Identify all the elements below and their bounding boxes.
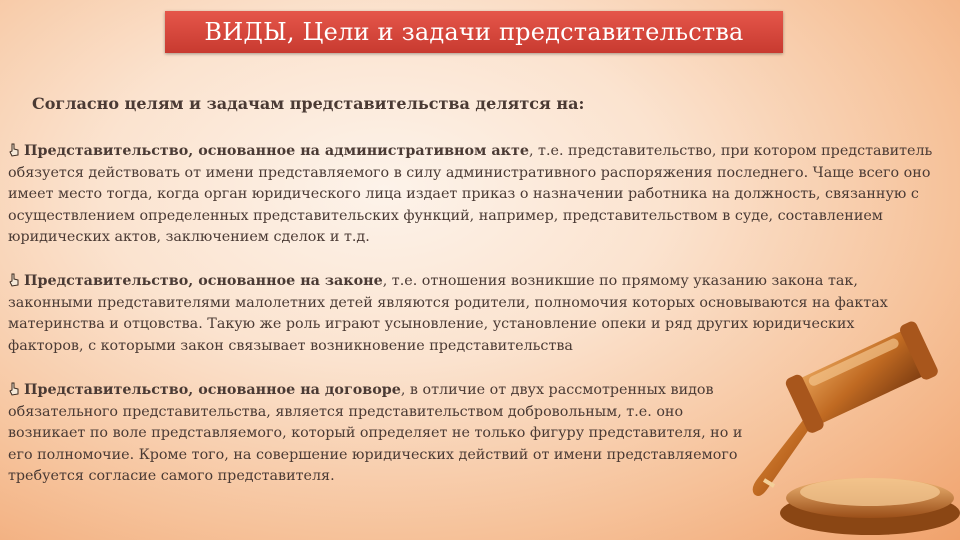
title-bar bbox=[165, 11, 783, 53]
item-lead: Представительство, основанное на договоре bbox=[24, 382, 401, 398]
hand-pointer-icon bbox=[8, 273, 20, 287]
list-item bbox=[8, 141, 938, 249]
item-lead: Представительство, основанное на законе bbox=[24, 273, 383, 289]
intro-text: Согласно целям и задачам представительства делятся на: bbox=[32, 94, 585, 113]
gavel-icon bbox=[720, 308, 960, 540]
hand-pointer-icon bbox=[8, 143, 20, 157]
item-text: , т.е. отношения возникшие по прямому указанию закона так, законными представителями малолетних детей являются родители, полномочия которых основываются на фактах материнства и отцовства. Такую же роль играют усыновление, установление опеки и ряд других юридических факторов, с которыми закон связывает возникновение представительства bbox=[8, 273, 888, 354]
item-lead: Представительство, основанное на административном акте bbox=[24, 143, 529, 159]
item-text: , т.е. представительство, при котором представитель обязуется действовать от имени представляемого в силу административного распоряжения последнего. Чаще всего оно имеет место тогда, когда орган юридического лица издает приказ о назначении работника на должность, связанную с осуществлением определенных представительских функций, например, представительством в суде, составлением юридических актов, заключением сделок и т.д. bbox=[8, 143, 933, 245]
item-text: , в отличие от двух рассмотренных видов обязательного представительства, является представительством добровольным, т.е. оно возникает по воле представляемого, который определяет не только фигуру представителя, но и его полномочие. Кроме того, на совершение юридических действий от имени представляемого требуется согласие самого представителя. bbox=[8, 382, 743, 484]
slide-title: ВИДЫ, Цели и задачи представительства bbox=[204, 18, 744, 46]
list-item bbox=[8, 380, 743, 488]
hand-pointer-icon bbox=[8, 382, 20, 396]
